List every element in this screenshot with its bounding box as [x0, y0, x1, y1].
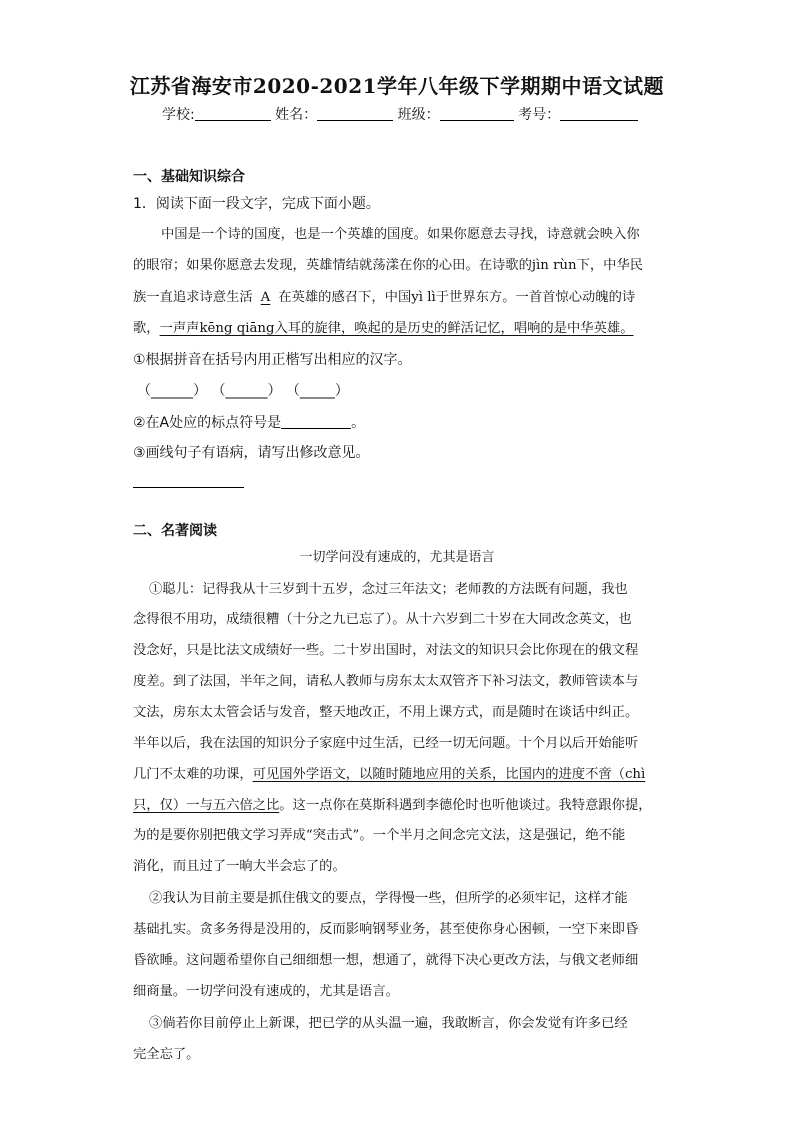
passage-line: ②我认为目前主要是抓住俄文的要点，学得慢一些，但所学的必须牢记，这样才能 [149, 891, 628, 906]
answer-line [133, 487, 244, 488]
passage-text: 几门不太难的功课， [133, 767, 253, 782]
exam-number-blank [560, 106, 638, 121]
passage-text: 。这一点你在莫斯科遇到李德伦时也听他谈过。我特意跟你提， [279, 798, 652, 813]
blank-a-marker: A [260, 290, 271, 305]
answer-brackets: （______） （______） （_____） [137, 383, 349, 399]
underlined-sentence: 可见国外学语文，以随时随地应用的关系，比国内的进度不啻（chì [252, 767, 646, 782]
passage-line: 半年以后，我在法国的知识分子家庭中过生活，已经一切无问题。十个月以后开始能听 [133, 736, 639, 751]
sub-question-2-end: 。 [351, 415, 366, 431]
passage-text: 在英雄的感召下，中国yì lì于世界东方。一首首惊心动魄的诗 [278, 290, 636, 305]
passage-line: 为的是要你别把俄文学习弄成“突击式”。一个半月之间念完文法，这是强记，绝不能 [133, 828, 626, 843]
name-label: 姓名： [275, 107, 318, 123]
class-label: 班级： [397, 107, 440, 123]
passage-line: 昏欲睡。这问题希望你自己细细想一想，想通了，就得下决心更改方法，与俄文老师细 [133, 953, 639, 968]
passage-line: ③倘若你目前停止上新课，把已学的从头温一遍，我敢断言，你会发觉有许多已经 [149, 1016, 628, 1031]
sub-question-1: ①根据拼音在括号内用正楷写出相应的汉字。 [133, 352, 412, 368]
passage-line [133, 317, 634, 336]
passage-subtitle: 一切学问没有速成的，尤其是语言 [299, 550, 495, 565]
exam-number-label: 考号： [518, 107, 561, 123]
passage-line: 细商量。一切学问没有速成的，尤其是语言。 [133, 984, 399, 999]
passage-line: 没念好，只是比法文成绩好一些。二十岁出国时，对法文的知识只会比你现在的俄文程 [133, 643, 639, 658]
passage-line [133, 286, 635, 305]
passage-text: 歌， [133, 321, 160, 336]
passage-line: 中国是一个诗的国度，也是一个英雄的国度。如果你愿意去寻找，诗意就会映入你 [161, 227, 640, 242]
school-blank [195, 106, 271, 121]
section-heading-classics: 二、名著阅读 [133, 523, 217, 539]
answer-blank [281, 414, 351, 429]
passage-line: 度差。到了法国，半年之间，请私人教师与房东太太双管齐下补习法文，教师管读本与 [133, 674, 639, 689]
passage-line: 消化，而且过了一晌大半会忘了的。 [133, 859, 346, 874]
passage-line: 基础扎实。贪多务得是没用的，反而影响钢琴业务，甚至使你身心困顿，一空下来即昏 [133, 922, 639, 937]
page-title: 江苏省海安市2020-2021学年八年级下学期期中语文试题 [129, 74, 665, 98]
passage-line [133, 763, 645, 782]
question-1-stem: 1．阅读下面一段文字，完成下面小题。 [133, 196, 380, 212]
student-info-row [162, 104, 638, 124]
passage-line: 文法，房东太太管会话与发音，整天地改正，不用上课方式，而是随时在谈话中纠正。 [133, 705, 639, 720]
name-blank [317, 106, 393, 121]
sub-question-3: ③画线句子有语病，请写出修改意见。 [133, 445, 370, 461]
passage-line: ①聪儿：记得我从十三岁到十五岁，念过三年法文；老师教的方法既有问题，我也 [149, 582, 628, 597]
sub-question-2-text: ②在A处应的标点符号是 [133, 415, 282, 431]
passage-line: 完全忘了。 [133, 1047, 200, 1062]
school-label: 学校: [162, 107, 195, 123]
underlined-sentence: 一声声kēng qiāng入耳的旋律，唤起的是历史的鲜活记忆，唱响的是中华英雄。 [159, 321, 634, 336]
underlined-sentence: 只，仅）一与五六倍之比 [133, 798, 280, 813]
section-heading-basics: 一、基础知识综合 [133, 169, 245, 185]
sub-question-2 [133, 412, 365, 432]
passage-line: 念得很不用功，成绩很糟（十分之九已忘了）。从十六岁到二十岁在大同改念英文，也 [133, 612, 632, 627]
class-blank [440, 106, 514, 121]
passage-line [133, 794, 652, 813]
passage-line: 的眼帘；如果你愿意去发现，英雄情结就荡漾在你的心田。在诗歌的jìn rùn下，中华民 [133, 258, 644, 273]
passage-text: 族一直追求诗意生活 [133, 290, 253, 305]
